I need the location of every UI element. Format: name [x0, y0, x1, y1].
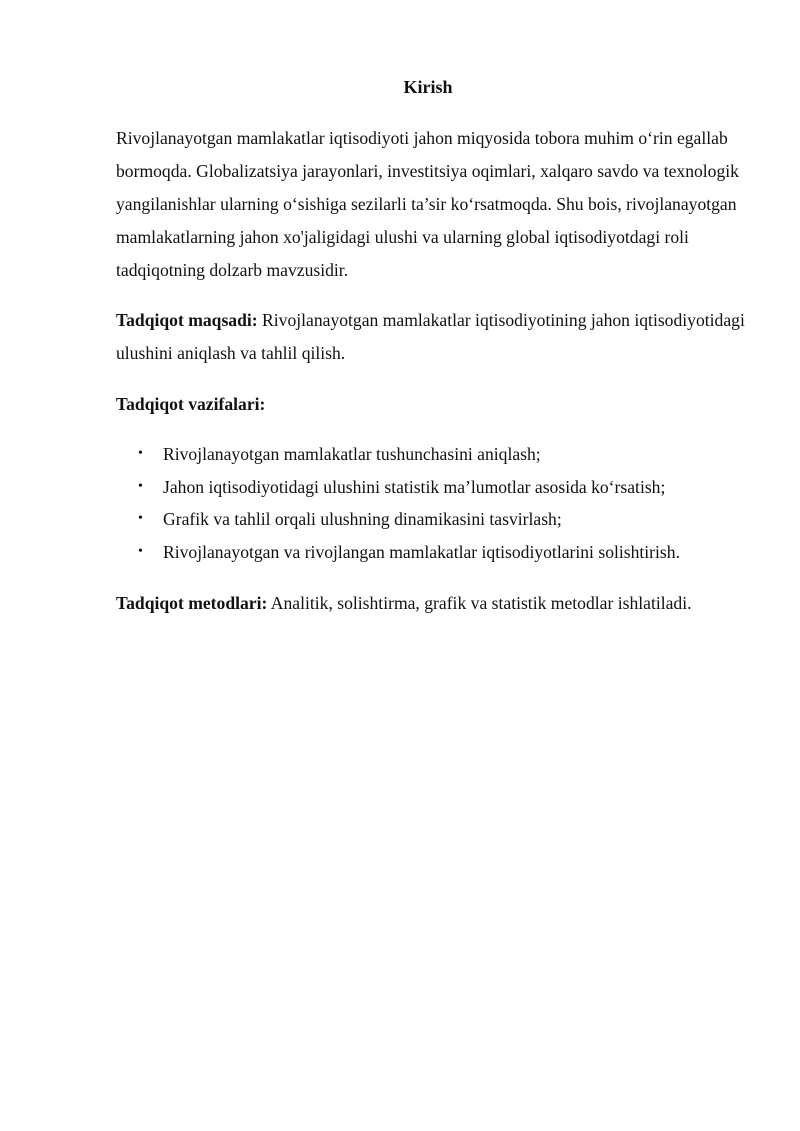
list-item	[116, 471, 756, 504]
goal-paragraph	[116, 304, 756, 370]
goal-text: Rivojlanayotgan mamlakatlar iqtisodiyotining jahon iqtisodiyotidagi ulushini aniqlash va tahlil qilish.	[116, 310, 745, 363]
bullet-icon: •	[138, 478, 143, 494]
task-text: Rivojlanayotgan va rivojlangan mamlakatlar iqtisodiyotlarini solishtirish.	[163, 541, 680, 562]
methods-label: Tadqiqot metodlari:	[116, 593, 268, 613]
goal-label: Tadqiqot maqsadi:	[116, 310, 258, 330]
task-text: Rivojlanayotgan mamlakatlar tushunchasini aniqlash;	[163, 444, 541, 464]
methods-text: Analitik, solishtirma, grafik va statistik metodlar ishlatiladi.	[267, 593, 692, 613]
list-item	[116, 536, 756, 569]
intro-paragraph: Rivojlanayotgan mamlakatlar iqtisodiyoti jahon miqyosida tobora muhim o‘rin egallab bormoqda. Globalizatsiya jarayonlari, investitsiya oqimlari, xalqaro savdo va texnologik yangilanishlar ularning o‘sishiga sezilarli ta’sir ko‘rsatmoqda. Shu bois, rivojlanayotgan mamlakatlarning jahon xo'jaligidagi ulushi va ularning global iqtisodiyotdagi roli tadqiqotning dolzarb mavzusidir.	[116, 128, 739, 280]
section-title: Kirish	[403, 77, 453, 97]
bullet-icon: •	[138, 543, 143, 559]
tasks-heading: Tadqiqot vazifalari:	[116, 394, 266, 414]
bullet-icon: •	[138, 446, 143, 461]
list-item	[116, 503, 756, 536]
task-text: Jahon iqtisodiyotidagi ulushini statistik ma’lumotlar asosida ko‘rsatish;	[163, 476, 666, 497]
methods-paragraph	[116, 587, 756, 620]
task-list	[116, 438, 756, 568]
bullet-icon: •	[138, 511, 143, 526]
task-text: Grafik va tahlil orqali ulushning dinamikasini tasvirlash;	[163, 509, 562, 529]
list-item	[116, 438, 756, 471]
